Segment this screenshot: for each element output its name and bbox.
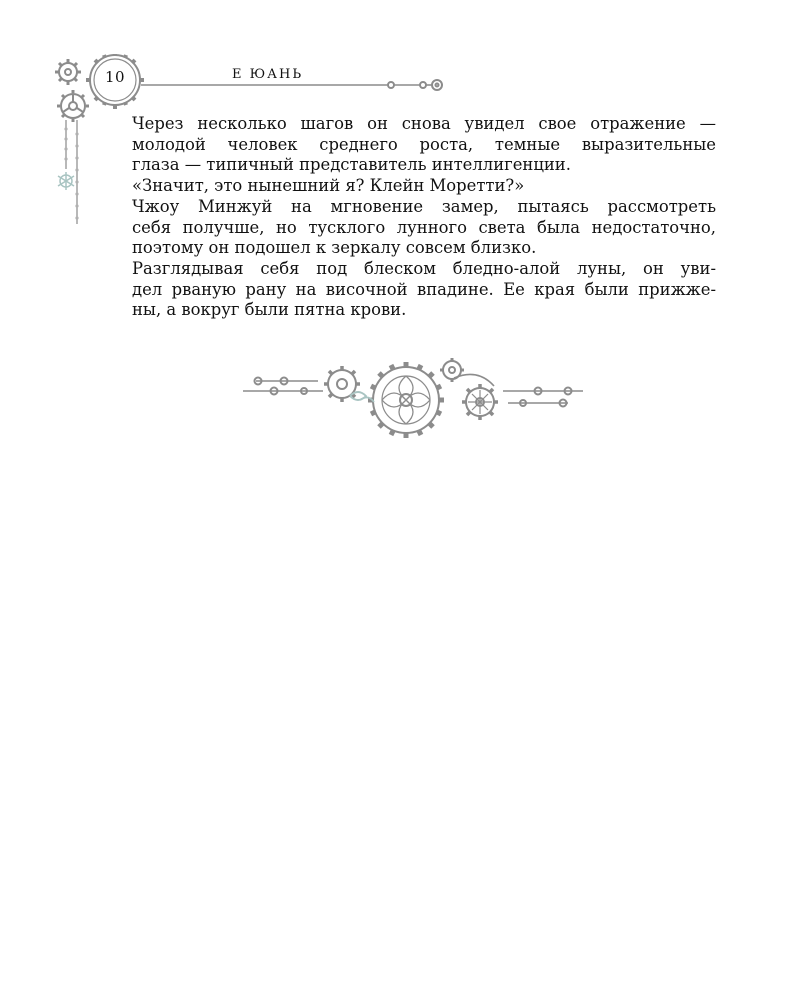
text-line: ны, а вокруг были пятна крови. xyxy=(132,300,407,320)
paragraph xyxy=(112,114,716,176)
text-line: Чжоу Минжуй на мгновение замер, пытаясь рассмотреть xyxy=(132,196,716,216)
running-head-author: Е ЮАНЬ xyxy=(232,67,304,82)
text-line: Через несколько шагов он снова увидел свое отражение — xyxy=(132,114,716,133)
text-line: себя получше, но тусклого лунного света была недостаточно, xyxy=(132,217,716,237)
text-line: поэтому он подошел к зеркалу совсем близко. xyxy=(132,238,537,258)
paragraph xyxy=(112,259,716,321)
text-line: «Значит, это нынешний я? Клейн Моретти?» xyxy=(132,176,525,196)
page-number: 10 xyxy=(104,68,126,86)
medium-gear-icon xyxy=(57,90,89,122)
ornament-large-gear-icon xyxy=(368,362,444,438)
text-line: глаза — типичный представитель интеллигенции. xyxy=(132,155,571,175)
paragraph xyxy=(112,197,716,259)
text-line: молодой человек среднего роста, темные выразительные xyxy=(132,134,716,154)
body-text xyxy=(112,114,716,321)
pendant-gear-icon xyxy=(58,172,74,190)
text-line: дел рваную рану на височной впадине. Ее края были прижже- xyxy=(132,279,716,299)
ornament-small-gear-icon xyxy=(324,366,360,402)
ornament-right-gear-icon xyxy=(462,384,498,420)
paragraph xyxy=(112,176,716,197)
section-break-gears-ornament xyxy=(238,356,588,446)
text-line: Разглядывая себя под блеском бледно-алой луны, он уви- xyxy=(132,258,716,278)
ornament-top-gear-icon xyxy=(440,358,464,382)
small-gear-icon xyxy=(55,59,81,85)
